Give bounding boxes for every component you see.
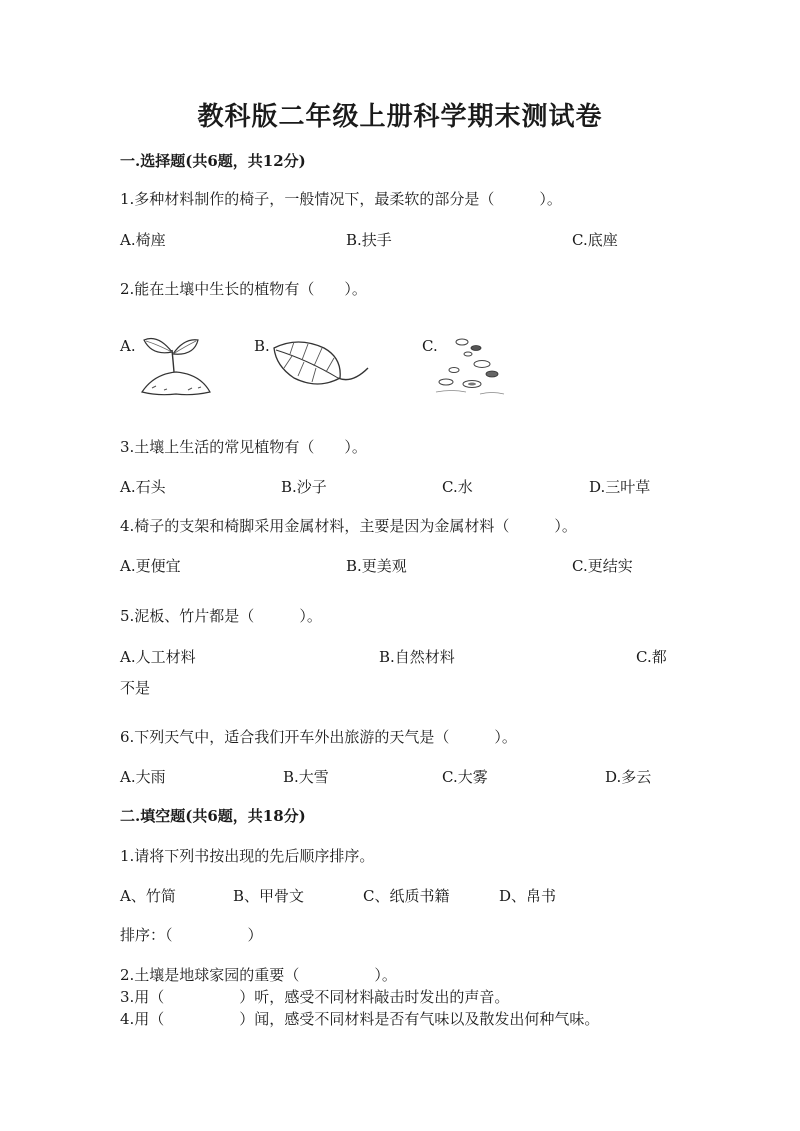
question-1-option-b: B.扶手: [346, 231, 392, 249]
question-5-stem: 5.泥板、竹片都是（ ）。: [120, 607, 322, 625]
question-3-option-c: C.水: [442, 478, 473, 496]
question-3-option-a: A.石头: [120, 478, 166, 496]
question-6-option-a: A.大雨: [120, 768, 166, 786]
question-6-option-d: D.多云: [605, 768, 652, 786]
question-1-option-c: C.底座: [572, 231, 618, 249]
question-2-option-a: A.: [120, 337, 136, 355]
question-3-option-d: D.三叶草: [589, 478, 651, 496]
question-2-option-b: B.: [254, 337, 270, 355]
question-1-stem: 1.多种材料制作的椅子，一般情况下，最柔软的部分是（ ）。: [120, 190, 562, 208]
leaf-illustration: [268, 334, 372, 400]
question-2-stem: 2.能在土壤中生长的植物有（ ）。: [120, 280, 367, 298]
question-5-option-b: B.自然材料: [379, 648, 455, 666]
question-4-option-c: C.更结实: [572, 557, 633, 575]
fill-question-1-item-a: A、竹简: [120, 887, 176, 905]
question-4-stem: 4.椅子的支架和椅脚采用金属材料，主要是因为金属材料（ ）。: [120, 517, 577, 535]
question-3-stem: 3.土壤上生活的常见植物有（ ）。: [120, 438, 367, 456]
fill-question-2: 2.土壤是地球家园的重要（ ）。: [120, 966, 397, 984]
section1-heading: 一.选择题(共6题，共12分): [120, 152, 306, 170]
fill-question-1-answer: 排序：（ ）: [120, 926, 263, 944]
question-5-option-c-wrap: 不是: [120, 679, 151, 697]
question-4-option-a: A.更便宜: [120, 557, 181, 575]
fill-question-1-stem: 1.请将下列书按出现的先后顺序排序。: [120, 847, 375, 865]
question-6-stem: 6.下列天气中，适合我们开车外出旅游的天气是（ ）。: [120, 728, 517, 746]
section2-heading: 二.填空题(共6题，共18分): [120, 807, 306, 825]
question-5-option-c: C.都: [636, 648, 667, 666]
question-1-option-a: A.椅座: [120, 231, 166, 249]
sprout-illustration: [136, 330, 216, 402]
fill-question-1-item-c: C、纸质书籍: [363, 887, 450, 905]
question-5-option-a: A.人工材料: [120, 648, 196, 666]
question-2-option-c: C.: [422, 337, 438, 355]
fill-question-4: 4.用（ ）闻，感受不同材料是否有气味以及散发出何种气味。: [120, 1010, 600, 1028]
page-title: 教科版二年级上册科学期末测试卷: [197, 102, 603, 132]
question-6-option-b: B.大雪: [283, 768, 329, 786]
question-4-option-b: B.更美观: [346, 557, 407, 575]
fill-question-3: 3.用（ ）听，感受不同材料敲击时发出的声音。: [120, 988, 510, 1006]
fill-question-1-item-b: B、甲骨文: [233, 887, 305, 905]
question-6-option-c: C.大雾: [442, 768, 488, 786]
fill-question-1-item-d: D、帛书: [499, 887, 557, 905]
pebbles-illustration: [432, 334, 508, 398]
question-3-option-b: B.沙子: [281, 478, 327, 496]
